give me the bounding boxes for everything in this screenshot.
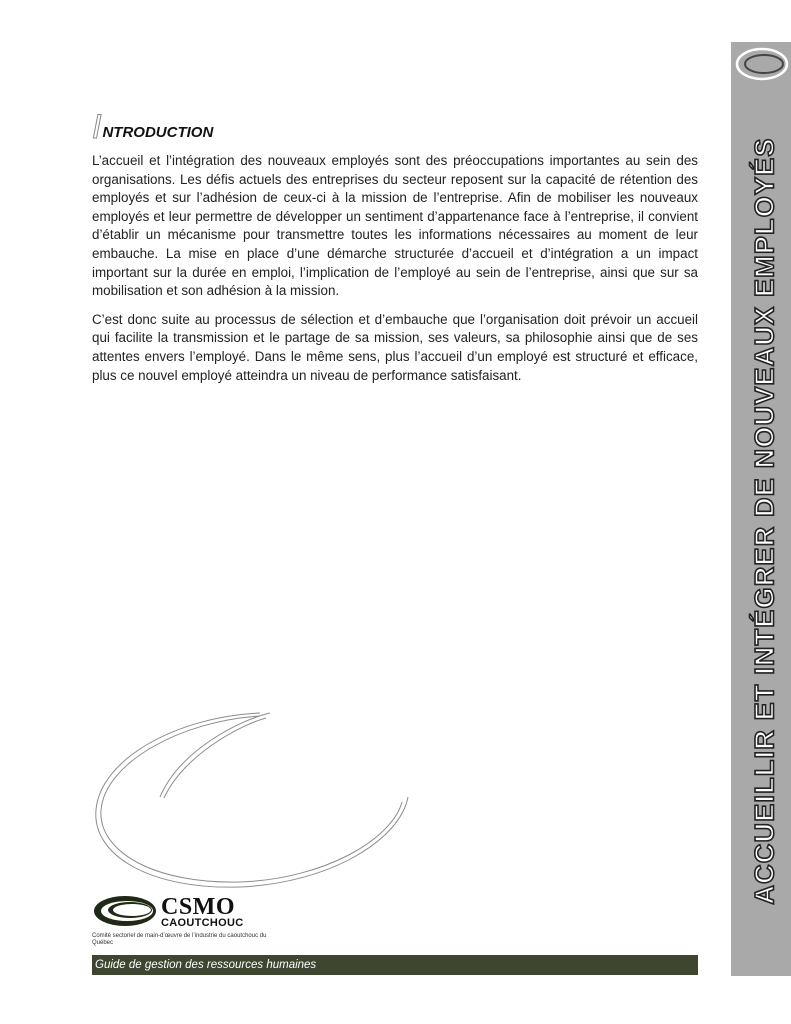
csmo-logo	[92, 893, 267, 951]
ring-icon	[733, 44, 789, 86]
logo-tagline: Comité sectoriel de main-d’œuvre de l’industrie du caoutchouc du Québec	[92, 933, 267, 946]
decorative-swirl	[80, 705, 415, 900]
intro-paragraph-1: L’accueil et l’intégration des nouveaux employés sont des préoccupations importantes au sein des organisations. Les défis actuels des entreprises du secteur reposent sur la capacité de rétention des employés et sur l’adhésion de ceux-ci à la mission de l’entreprise. Afin de mobiliser les nouveaux employés et leur permettre de développer un sentiment d’appartenance face à l’entreprise, il convient d’établir un mécanisme pour transmettre toutes les informations nécessaires au moment de leur embauche. La mise en place d’une démarche structurée d’accueil et d’intégration a un impact important sur la durée en emploi, l’implication de l’employé au sein de l’entreprise, ainsi que sur sa mobilisation et son adhésion à la mission.	[92, 153, 698, 299]
intro-body	[92, 152, 698, 395]
heading-drop-cap: I	[92, 108, 102, 146]
footer-text: Guide de gestion des ressources humaines	[95, 959, 317, 971]
sidebar-title: ACCUEILLIR ET INTÉGRER DE NOUVEAUX EMPLOYÉS	[749, 137, 780, 905]
logo-name: CSMO	[161, 894, 235, 920]
heading-text: NTRODUCTION	[102, 124, 214, 141]
section-heading	[92, 110, 213, 144]
intro-paragraph-2: C’est donc suite au processus de sélection et d’embauche que l’organisation doit prévoir un accueil qui facilite la transmission et le partage de sa mission, ses valeurs, sa philosophie ainsi que de ses attentes envers l’employé. Dans le même sens, plus l’accueil d’un employé est structuré et efficace, plus ce nouvel employé atteindra un niveau de performance satisfaisant.	[92, 311, 698, 383]
logo-subname: CAOUTCHOUC	[161, 917, 244, 929]
csmo-logo-icon	[92, 893, 158, 929]
footer-bar	[92, 955, 698, 975]
